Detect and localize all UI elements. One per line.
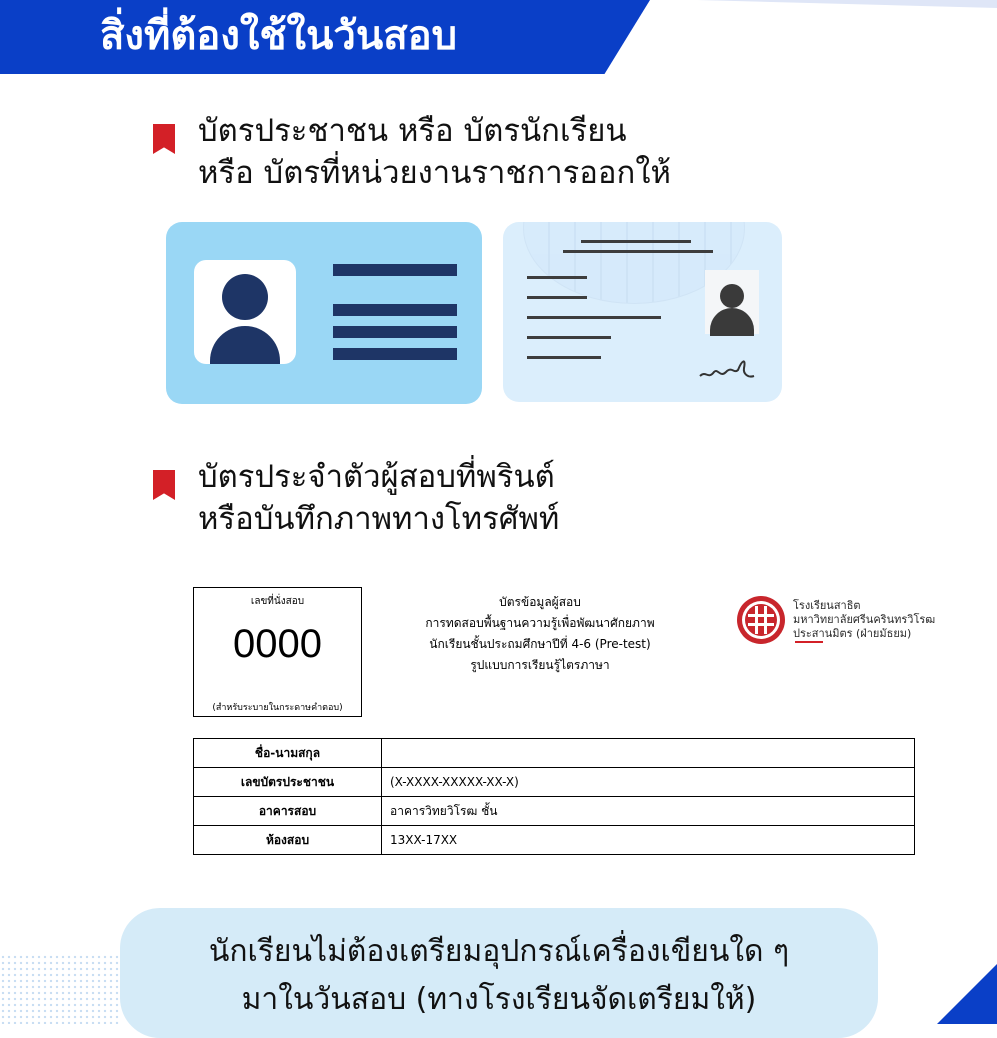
signature-icon xyxy=(698,354,758,382)
exam-card-line: รูปแบบการเรียนรู้ไตรภาษา xyxy=(470,658,610,672)
seat-number-note: (สำหรับระบายในกระดาษคำตอบ) xyxy=(212,703,343,713)
section-2-text xyxy=(198,456,559,540)
bottom-right-decoration xyxy=(937,964,997,1024)
seat-number-label: เลขที่นั่งสอบ xyxy=(250,596,305,607)
table-cell-value xyxy=(382,739,915,768)
exam-card-title: บัตรข้อมูลผู้สอบ xyxy=(499,595,581,609)
table-cell-value: อาคารวิทยวิโรฒ ชั้น xyxy=(382,797,915,826)
note-line-2: มาในวันสอบ (ทางโรงเรียนจัดเตรียมให้) xyxy=(241,982,757,1017)
table-cell-key: ห้องสอบ xyxy=(194,826,382,855)
table-cell-key: อาคารสอบ xyxy=(194,797,382,826)
school-name-line: มหาวิทยาลัยศรีนครินทรวิโรฒ xyxy=(793,613,936,626)
card-text-line xyxy=(527,296,587,299)
card-text-line xyxy=(527,356,601,359)
examinee-info-table xyxy=(193,738,915,855)
table-cell-key: ชื่อ-นามสกุล xyxy=(194,739,382,768)
student-card-illustration xyxy=(503,222,782,402)
note-text xyxy=(120,928,878,1024)
exam-card-line: การทดสอบพื้นฐานความรู้เพื่อพัฒนาศักยภาพ xyxy=(425,616,655,630)
section-2-line-1: บัตรประจำตัวผู้สอบที่พรินต์ xyxy=(198,459,555,495)
bookmark-bullet-icon xyxy=(153,470,175,500)
card-text-line xyxy=(581,240,691,243)
school-logo-icon xyxy=(736,595,786,645)
table-cell-value: 13XX-17XX xyxy=(382,826,915,855)
exam-card-line: นักเรียนชั้นประถมศึกษาปีที่ 4-6 (Pre-test) xyxy=(429,637,651,651)
table-row xyxy=(194,739,915,768)
section-1-text xyxy=(198,110,671,194)
card-text-line xyxy=(527,316,661,319)
bookmark-bullet-icon xyxy=(153,124,175,154)
dot-pattern-decoration xyxy=(0,954,120,1024)
top-right-decoration xyxy=(697,0,997,8)
section-1-line-2: หรือ บัตรที่หน่วยงานราชการออกให้ xyxy=(198,155,671,191)
card-text-line xyxy=(333,348,457,360)
school-name xyxy=(793,599,935,641)
page-title: สิ่งที่ต้องใช้ในวันสอบ xyxy=(100,13,458,59)
table-row xyxy=(194,797,915,826)
card-text-line xyxy=(333,304,457,316)
section-1-line-1: บัตรประชาชน หรือ บัตรนักเรียน xyxy=(198,113,627,149)
card-text-line xyxy=(527,276,587,279)
table-cell-value: (X-XXXX-XXXXX-XX-X) xyxy=(382,768,915,797)
card-text-line xyxy=(527,336,611,339)
card-text-line xyxy=(333,264,457,276)
school-name-line: โรงเรียนสาธิต xyxy=(793,599,861,612)
note-line-1: นักเรียนไม่ต้องเตรียมอุปกรณ์เครื่องเขียนใด ๆ xyxy=(208,934,790,969)
table-row xyxy=(194,826,915,855)
card-text-line xyxy=(333,326,457,338)
section-2-line-2: หรือบันทึกภาพทางโทรศัพท์ xyxy=(198,501,560,537)
school-name-underline xyxy=(795,641,823,643)
person-photo-icon xyxy=(705,270,759,334)
exam-card-info xyxy=(405,592,675,676)
person-photo-icon xyxy=(194,260,296,364)
note-box xyxy=(120,908,878,1038)
table-row xyxy=(194,768,915,797)
seat-number-box xyxy=(193,587,362,717)
id-card-illustration xyxy=(166,222,482,404)
card-text-line xyxy=(563,250,713,253)
school-name-line: ประสานมิตร (ฝ่ายมัธยม) xyxy=(793,627,912,640)
table-cell-key: เลขบัตรประชาชน xyxy=(194,768,382,797)
seat-number-value: 0000 xyxy=(233,622,322,666)
